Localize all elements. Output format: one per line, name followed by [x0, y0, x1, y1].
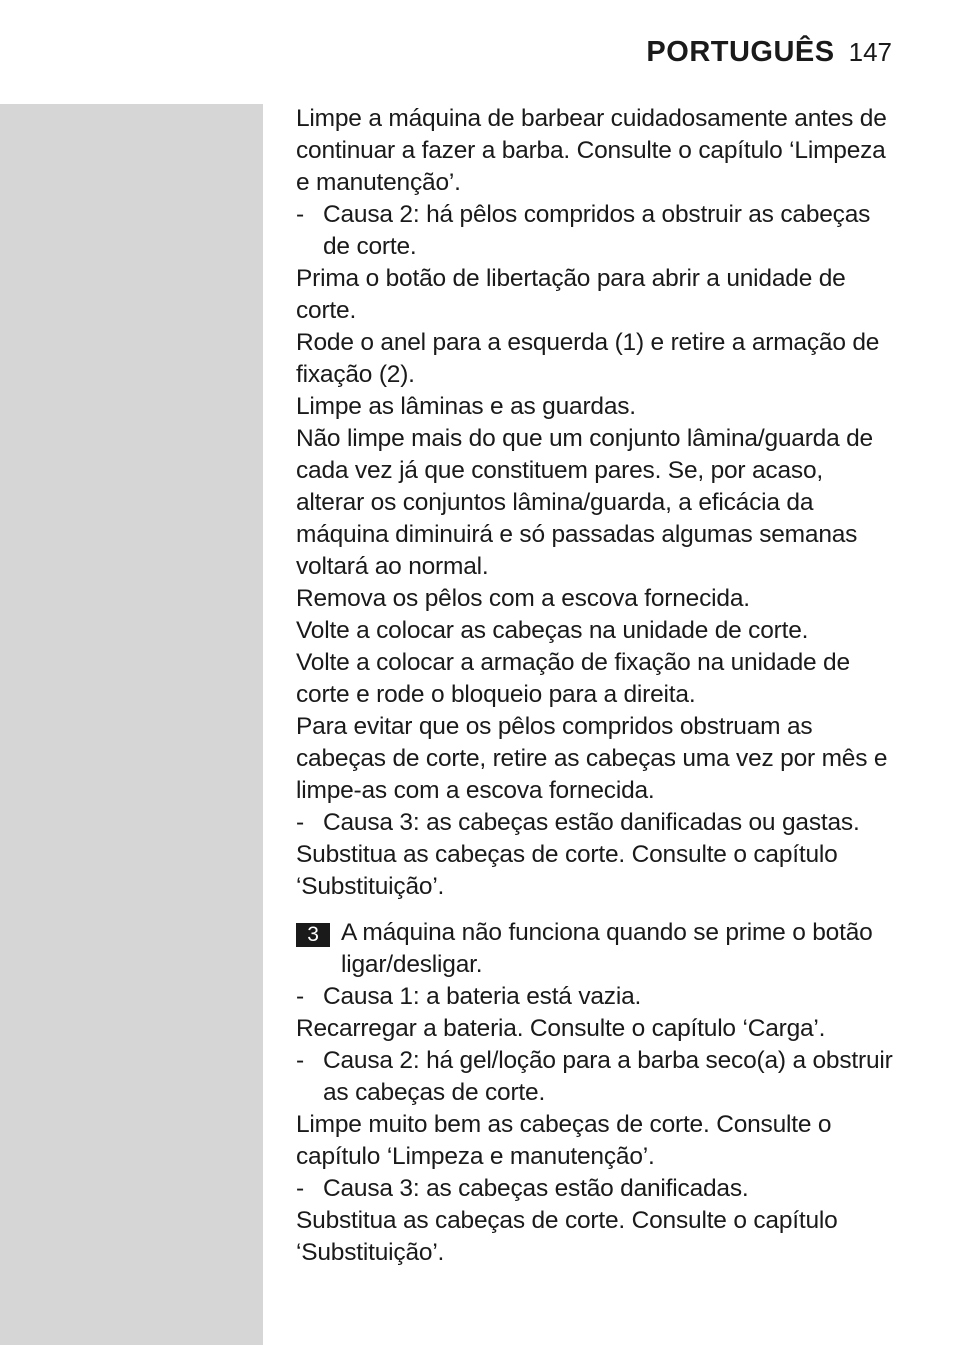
step-text: A máquina não funciona quando se prime o botão ligar/desligar.	[341, 919, 873, 978]
dash-marker: -	[296, 983, 304, 1010]
cause-text: Causa 2: há gel/loção para a barba seco(a) a obstruir as cabeças de corte.	[323, 1047, 893, 1106]
paragraph: Recarregar a bateria. Consulte o capítulo ‘Carga’.	[296, 1015, 826, 1042]
cause-text: Causa 1: a bateria está vazia.	[323, 983, 642, 1010]
dash-marker: -	[296, 1047, 304, 1074]
step-number-badge: 3	[296, 923, 330, 947]
cause-item	[296, 1173, 896, 1205]
cause-item	[296, 807, 896, 839]
cause-text: Causa 3: as cabeças estão danificadas ou gastas.	[323, 809, 860, 836]
paragraph: Limpe a máquina de barbear cuidadosamente antes de continuar a fazer a barba. Consulte o capítulo ‘Limpeza e manutenção’.	[296, 105, 887, 196]
dash-marker: -	[296, 809, 304, 836]
main-content	[296, 103, 896, 1269]
cause-item	[296, 199, 896, 263]
page-number: 147	[848, 37, 892, 67]
paragraph: Não limpe mais do que um conjunto lâmina/guarda de cada vez já que constituem pares. Se, por acaso, alterar os conjuntos lâmina/guarda, a eficácia da máquina diminuirá e só passadas algumas semanas voltará ao normal.	[296, 425, 873, 580]
paragraph: Volte a colocar as cabeças na unidade de corte.	[296, 617, 809, 644]
cause-text: Causa 3: as cabeças estão danificadas.	[323, 1175, 749, 1202]
paragraph: Substitua as cabeças de corte. Consulte o capítulo ‘Substituição’.	[296, 841, 838, 900]
paragraph: Substitua as cabeças de corte. Consulte o capítulo ‘Substituição’.	[296, 1207, 838, 1266]
cause-item	[296, 1045, 896, 1109]
page-header	[646, 36, 892, 69]
paragraph: Volte a colocar a armação de fixação na unidade de corte e rode o bloqueio para a direita.	[296, 649, 850, 708]
dash-marker: -	[296, 201, 304, 228]
paragraph: Limpe muito bem as cabeças de corte. Consulte o capítulo ‘Limpeza e manutenção’.	[296, 1111, 832, 1170]
step-heading	[296, 917, 896, 981]
sidebar-gray-band	[0, 104, 263, 1345]
paragraph: Para evitar que os pêlos compridos obstruam as cabeças de corte, retire as cabeças uma vez por mês e limpe-as com a escova fornecida.	[296, 713, 888, 804]
paragraph: Prima o botão de libertação para abrir a unidade de corte.	[296, 265, 846, 324]
cause-item	[296, 981, 896, 1013]
language-heading: PORTUGUÊS	[646, 36, 835, 68]
dash-marker: -	[296, 1175, 304, 1202]
paragraph: Remova os pêlos com a escova fornecida.	[296, 585, 750, 612]
paragraph: Limpe as lâminas e as guardas.	[296, 393, 636, 420]
paragraph: Rode o anel para a esquerda (1) e retire a armação de fixação (2).	[296, 329, 880, 388]
cause-text: Causa 2: há pêlos compridos a obstruir as cabeças de corte.	[323, 201, 871, 260]
